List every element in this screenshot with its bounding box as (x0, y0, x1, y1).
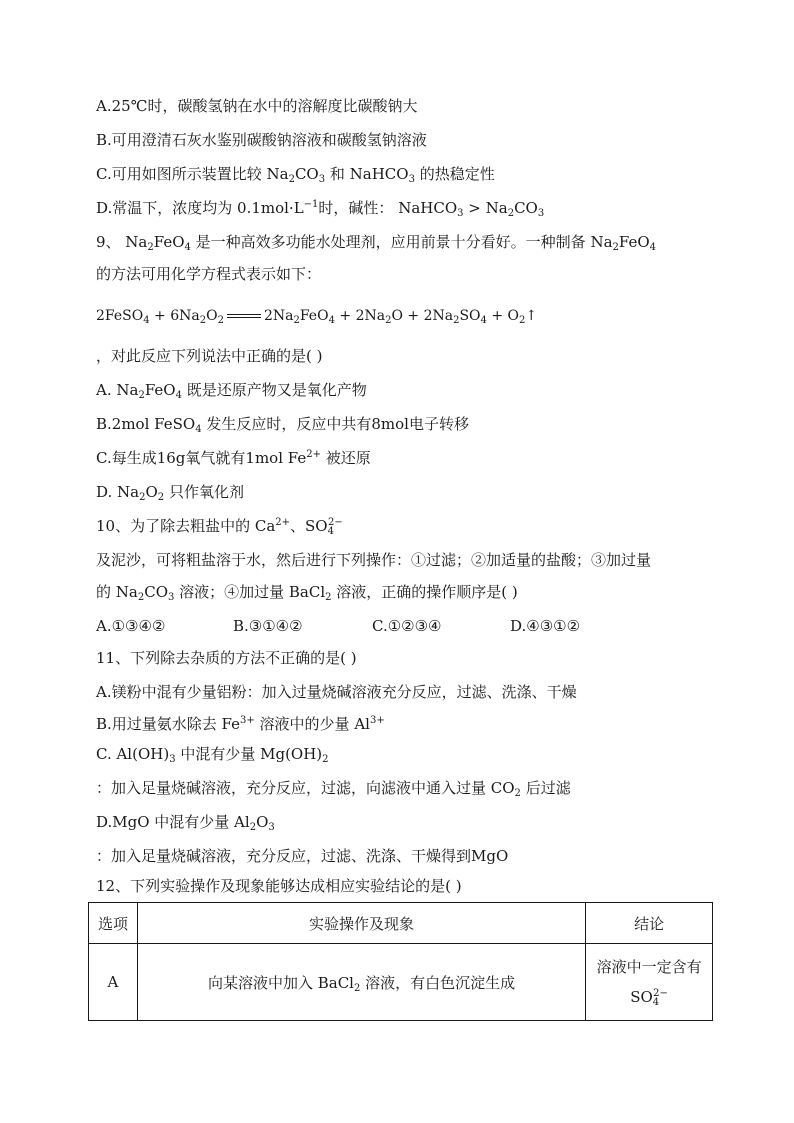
header-conclusion: 结论 (586, 903, 713, 944)
header-option: 选项 (89, 903, 138, 944)
q10-stem-line1: 10、为了除去粗盐中的 $Ca^{2+}$、$SO_4^{2-}$ (96, 517, 343, 537)
q8-option-d: D.常温下，浓度均为 $0.1mol\cdot L^{-1}$时，碱性： NaHCO$_3$ > $Na_2CO_3$ (96, 199, 545, 219)
table-row (89, 944, 713, 1021)
q11-option-c: C. $Al(OH)_3$ 中混有少量 $Mg(OH)_2$ (96, 745, 329, 765)
q11-option-c-line2: ：加入足量烧碱溶液，充分反应，过滤，向滤液中通入过量 $CO_2$ 后过滤 (96, 779, 571, 799)
row-operation: 向某溶液中加入 BaCl$_2$ 溶液，有白色沉淀生成 (137, 944, 585, 1021)
q8-option-a: A.25℃时，碳酸氢钠在水中的溶解度比碳酸钠大 (96, 97, 418, 115)
q9-stem-line1: 9、 $Na_2FeO_4$ 是一种高效多功能水处理剂，应用前景十分看好。一种制备 $Na_2FeO_4$ (96, 233, 657, 253)
row-option: A (89, 944, 138, 1021)
q10-option-d: D.④③①② (510, 617, 581, 635)
equals-sign-icon (227, 314, 261, 318)
q12-table (88, 902, 713, 1021)
q9-option-d: D. $Na_2O_2$ 只作氧化剂 (96, 483, 244, 503)
q10-stem-line3: 的 $Na_2CO_3$ 溶液；④加过量 BaCl$_2$ 溶液，正确的操作顺序是( ) (96, 583, 518, 603)
q10-option-a: A.①③④② (96, 617, 166, 635)
q9-prompt: ，对此反应下列说法中正确的是( ) (96, 347, 323, 365)
row-conclusion: 溶液中一定含有 $SO_4^{2-}$ (586, 944, 713, 1021)
q9-option-c: C.每生成16g氧气就有1mol $Fe^{2+}$ 被还原 (96, 449, 371, 467)
header-operation: 实验操作及现象 (137, 903, 585, 944)
q9-option-b: B.2mol FeSO$_4$ 发生反应时，反应中共有8mol电子转移 (96, 415, 469, 435)
q11-option-a: A.镁粉中混有少量铝粉：加入过量烧碱溶液充分反应，过滤、洗涤、干燥 (96, 683, 577, 701)
q10-option-b: B.③①④② (233, 617, 303, 635)
q12-stem: 12、下列实验操作及现象能够达成相应实验结论的是( ) (96, 877, 462, 895)
q9-stem-line2: 的方法可用化学方程式表示如下： (96, 265, 322, 283)
q11-option-b: B.用过量氨水除去 $Fe^{3+}$ 溶液中的少量 $Al^{3+}$ (96, 715, 385, 733)
q10-option-c: C.①②③④ (372, 617, 442, 635)
q10-stem-line2: 及泥沙，可将粗盐溶于水，然后进行下列操作：①过滤；②加适量的盐酸；③加过量 (96, 551, 652, 569)
table-header-row (89, 903, 713, 944)
q11-option-d-line2: ：加入足量烧碱溶液，充分反应，过滤、洗涤、干燥得到MgO (96, 847, 509, 865)
q9-option-a: A. $Na_2FeO_4$ 既是还原产物又是氧化产物 (96, 381, 367, 401)
q8-option-c: C.可用如图所示装置比较 $Na_2CO_3$ 和 NaHCO$_3$ 的热稳定性 (96, 165, 495, 185)
q9-equation: 2FeSO$_4$ + $6Na_2O_2$ $2Na_2FeO_4 + 2Na_2O + 2Na_2SO_4$ + $O_2↑$ (96, 308, 538, 326)
q11-stem: 11、下列除去杂质的方法不正确的是( ) (96, 649, 357, 667)
q11-option-d: D.MgO 中混有少量 $Al_2O_3$ (96, 813, 275, 833)
q8-option-b: B.可用澄清石灰水鉴别碳酸钠溶液和碳酸氢钠溶液 (96, 131, 427, 149)
